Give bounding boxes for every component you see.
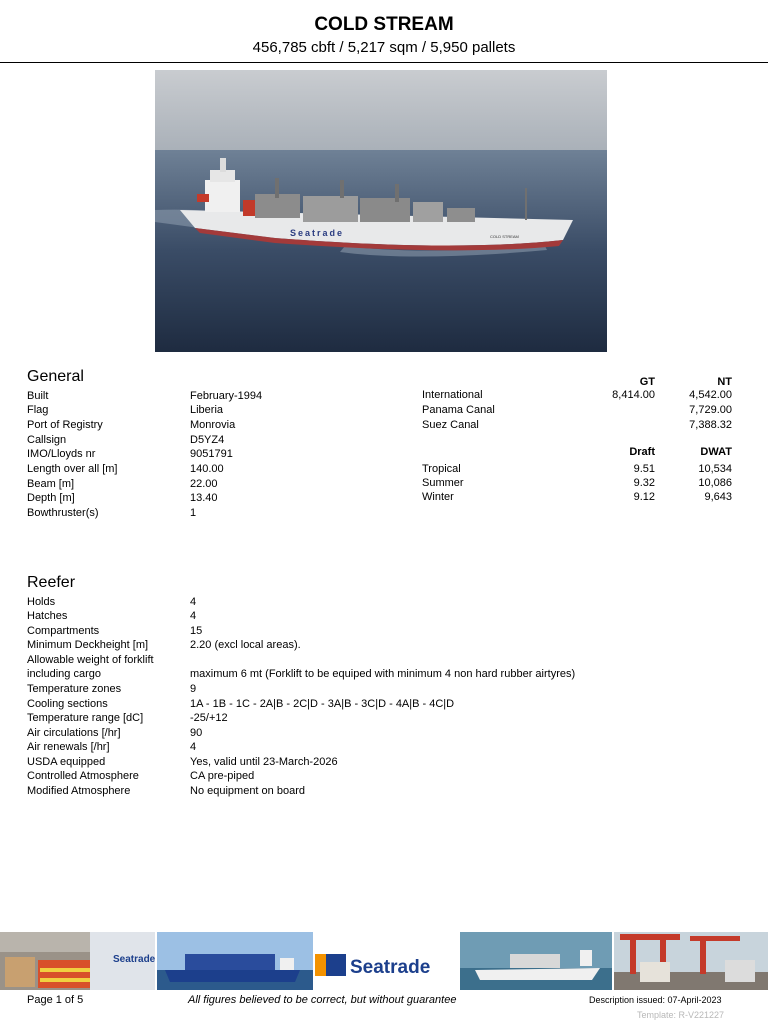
seatrade-logo-text: Seatrade <box>350 957 431 978</box>
dwat-value: 10,086 <box>698 477 732 489</box>
reefer-value: -25/+12 <box>190 712 228 724</box>
dwat-value: 10,534 <box>698 463 732 475</box>
reefer-value: 1A - 1B - 1C - 2A|B - 2C|D - 3A|B - 3C|D - 4A|B - 4C|D <box>190 698 455 710</box>
reefer-label: Hatches <box>27 610 68 622</box>
reefer-label: Temperature range [dC] <box>27 712 144 724</box>
reefer-value: 2.20 (excl local areas). <box>190 639 301 651</box>
nt-value: 7,729.00 <box>689 404 732 416</box>
tonnage-label: International <box>422 389 483 401</box>
reefer-label: USDA equipped <box>27 756 106 768</box>
general-value: Monrovia <box>190 419 236 431</box>
draft-value: 9.32 <box>633 477 655 489</box>
footer-photo-strip <box>0 932 768 990</box>
reefer-label: Minimum Deckheight [m] <box>27 639 149 651</box>
gt-value: 8,414.00 <box>612 389 655 401</box>
reefer-value: Yes, valid until 23-March-2026 <box>190 756 338 768</box>
general-label: IMO/Lloyds nr <box>27 448 96 460</box>
reefer-value: 4 <box>190 741 197 753</box>
general-label: Callsign <box>27 434 67 446</box>
reefer-label: Temperature zones <box>27 683 122 695</box>
general-section-title: General <box>27 368 84 385</box>
reefer-label: Holds <box>27 596 56 608</box>
general-value: 9051791 <box>190 448 233 460</box>
reefer-label: Controlled Atmosphere <box>27 770 139 782</box>
reefer-value: 90 <box>190 727 203 739</box>
page-number: Page 1 of 5 <box>27 994 84 1006</box>
draft-value: 9.12 <box>633 491 655 503</box>
template-id: Template: R-V221227 <box>636 1010 724 1020</box>
reefer-value: 15 <box>190 625 203 637</box>
general-value: D5YZ4 <box>190 434 225 446</box>
nt-value: 7,388.32 <box>689 419 732 431</box>
hull-text: Seatrade <box>290 228 345 238</box>
reefer-label: including cargo <box>27 668 101 680</box>
general-label: Flag <box>27 404 49 416</box>
reefer-value: 9 <box>190 683 197 695</box>
capacity-subtitle: 456,785 cbft / 5,217 sqm / 5,950 pallets <box>252 39 516 56</box>
dwat-value: 9,643 <box>704 491 732 503</box>
nt-value: 4,542.00 <box>689 389 732 401</box>
general-label: Built <box>27 390 49 402</box>
reefer-section-title: Reefer <box>27 574 76 591</box>
general-label: Depth [m] <box>27 492 75 504</box>
tonnage-label: Panama Canal <box>422 404 495 416</box>
reefer-label: Air renewals [/hr] <box>27 741 110 753</box>
general-value: Liberia <box>190 404 224 416</box>
header-divider <box>0 62 768 63</box>
draft-value: 9.51 <box>633 463 655 475</box>
nt-header: NT <box>717 376 732 388</box>
reefer-value: CA pre-piped <box>190 770 255 782</box>
general-label: Length over all [m] <box>27 463 118 475</box>
bow-name-text: COLD STREAM <box>490 234 519 239</box>
draft-label: Summer <box>422 477 464 489</box>
general-value: 140.00 <box>190 463 224 475</box>
reefer-label: Allowable weight of forklift <box>27 654 154 666</box>
general-value: 22.00 <box>190 478 218 490</box>
gt-header: GT <box>639 376 655 388</box>
reefer-value: 4 <box>190 610 197 622</box>
strip-illustration <box>0 932 768 990</box>
tonnage-label: Suez Canal <box>422 419 479 431</box>
reefer-label: Compartments <box>27 625 100 637</box>
reefer-value: maximum 6 mt (Forklift to be equiped with minimum 4 non hard rubber airtyres) <box>190 668 576 680</box>
reefer-value: 4 <box>190 596 197 608</box>
reefer-label: Cooling sections <box>27 698 108 710</box>
reefer-label: Air circulations [/hr] <box>27 727 121 739</box>
disclaimer: All figures believed to be correct, but without guarantee <box>188 994 457 1006</box>
draft-label: Tropical <box>422 463 461 475</box>
dwat-col-header: DWAT <box>700 446 732 458</box>
ship-photo <box>155 70 607 352</box>
reefer-value: No equipment on board <box>190 785 305 797</box>
general-label: Bowthruster(s) <box>27 507 99 519</box>
issue-date: Description issued: 07-April-2023 <box>589 995 722 1005</box>
page-title: COLD STREAM <box>314 14 454 35</box>
draft-col-header: Draft <box>629 446 655 458</box>
general-value: 13.40 <box>190 492 218 504</box>
reefer-label: Modified Atmosphere <box>27 785 131 797</box>
draft-label: Winter <box>422 491 454 503</box>
general-label: Port of Registry <box>27 419 103 431</box>
general-label: Beam [m] <box>27 478 75 490</box>
ship-photo-illustration <box>155 70 607 352</box>
general-value: 1 <box>190 507 197 519</box>
general-value: February-1994 <box>190 390 263 402</box>
strip-banner-text: Seatrade <box>113 954 156 965</box>
